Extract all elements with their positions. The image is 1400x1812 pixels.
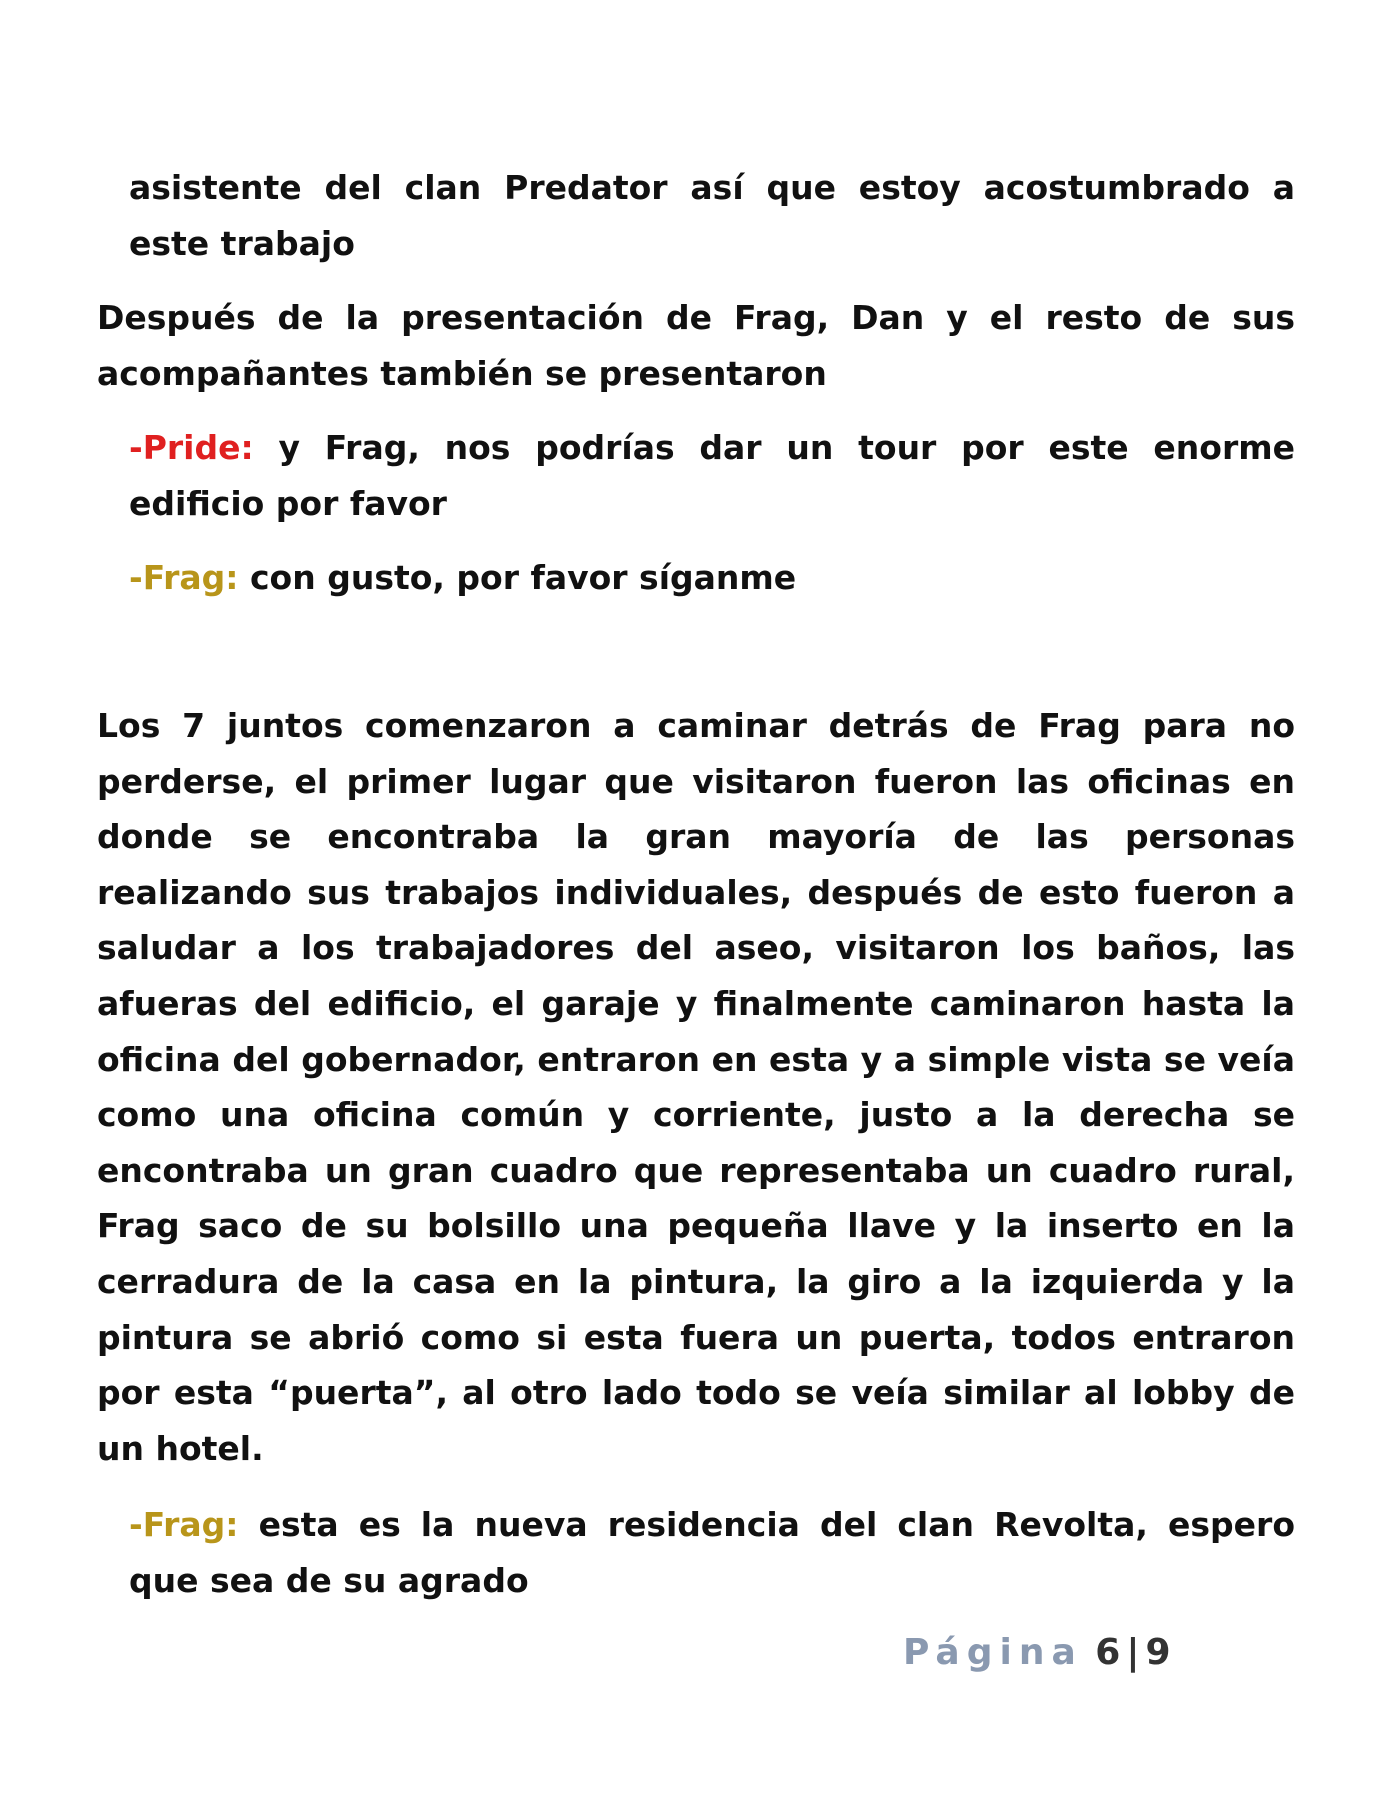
paragraph-dialogue-continuation <box>129 160 1295 271</box>
dialogue-line-frag <box>129 550 1295 606</box>
paragraph-text: Después de la presentación de Frag, Dan y el resto de sus acompañantes también se presentaron <box>97 298 1295 393</box>
page-label: Página <box>903 1632 1083 1673</box>
dialogue-line-pride <box>129 420 1295 531</box>
paragraph-text: Los 7 juntos comenzaron a caminar detrás de Frag para no perderse, el primer lugar que visitaron fueron las oficinas en donde se encontraba la gran mayoría de las personas realizando sus trabajos individuales, después de esto fueron a saludar a los trabajadores del aseo, visitaron los baños, las afueras del edificio, el garaje y finalmente caminaron hasta la oficina del gobernador, entraron en esta y a simple vista se veía como una oficina común y corriente, justo a la derecha se encontraba un gran cuadro que representaba un cuadro rural, Frag saco de su bolsillo una pequeña llave y la inserto en la cerradura de la casa en la pintura, la giro a la izquierda y la pintura se abrió como si esta fuera un puerta, todos entraron por esta “puerta”, al otro lado todo se veía similar al lobby de un hotel. <box>97 706 1295 1468</box>
paragraph-narration-main <box>97 698 1295 1476</box>
paragraph-text: asistente del clan Predator así que estoy acostumbrado a este trabajo <box>129 168 1295 263</box>
speaker-label-frag: -Frag: <box>129 1505 239 1544</box>
speaker-label-pride: -Pride: <box>129 428 254 467</box>
dialogue-text: y Frag, nos podrías dar un tour por este enorme edificio por favor <box>129 428 1295 523</box>
page-number: 6 <box>1095 1632 1121 1673</box>
page-footer <box>903 1628 1171 1678</box>
dialogue-line-frag-2 <box>129 1497 1295 1608</box>
page-separator: | <box>1126 1632 1140 1673</box>
paragraph-narration <box>97 290 1295 401</box>
page-total: 9 <box>1145 1632 1171 1673</box>
dialogue-text: con gusto, por favor síganme <box>238 558 797 597</box>
dialogue-text: esta es la nueva residencia del clan Revolta, espero que sea de su agrado <box>129 1505 1295 1600</box>
speaker-label-frag: -Frag: <box>129 558 239 597</box>
